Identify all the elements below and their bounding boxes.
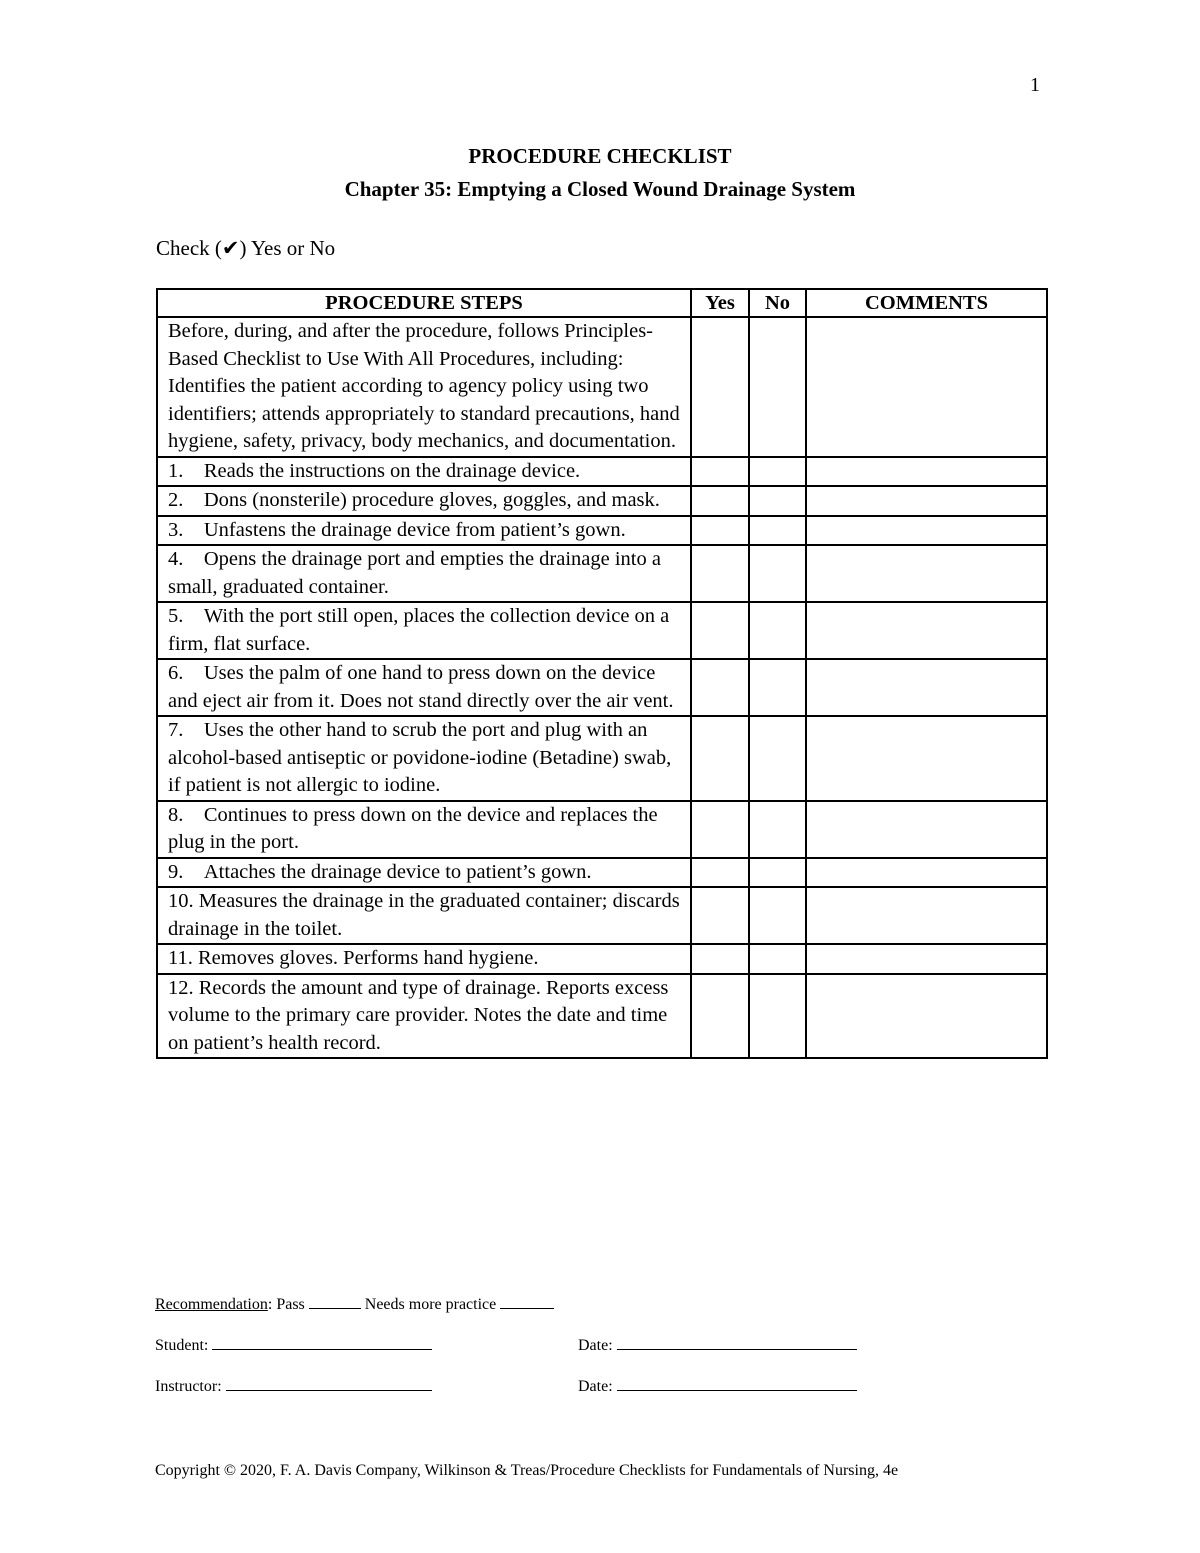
table-row [157,887,1047,944]
needs-practice-blank[interactable] [500,1308,554,1309]
student-date-line [578,1337,857,1355]
comments-cell[interactable] [806,602,1047,659]
comments-cell[interactable] [806,858,1047,888]
step-text: 1. Reads the instructions on the drainage device. [157,457,691,487]
no-checkbox[interactable] [749,801,806,858]
student-label: Student: [155,1337,209,1354]
step-text: 7. Uses the other hand to scrub the port and plug with an alcohol-based antiseptic or povidone-iodine (Betadine) swab, if patient is not allergic to iodine. [157,716,691,801]
no-checkbox[interactable] [749,516,806,546]
pass-label: Pass [276,1296,305,1313]
yes-checkbox[interactable] [691,887,749,944]
student-blank[interactable] [212,1349,432,1350]
no-checkbox[interactable] [749,716,806,801]
needs-practice-label: Needs more practice [364,1296,497,1313]
instructor-date-line [578,1378,857,1396]
student-signature-line [155,1337,432,1355]
yes-checkbox[interactable] [691,516,749,546]
comments-cell[interactable] [806,716,1047,801]
step-text: 5. With the port still open, places the collection device on a firm, flat surface. [157,602,691,659]
step-text: 8. Continues to press down on the device and replaces the plug in the port. [157,801,691,858]
header-procedure-steps: PROCEDURE STEPS [157,289,691,317]
table-row [157,602,1047,659]
step-text: 12. Records the amount and type of drainage. Reports excess volume to the primary care provider. Notes the date and time on patient’s health record. [157,974,691,1059]
step-text: 3. Unfastens the drainage device from patient’s gown. [157,516,691,546]
pass-blank[interactable] [309,1308,361,1309]
instructor-label: Instructor: [155,1378,222,1395]
table-row [157,974,1047,1059]
step-text: 10. Measures the drainage in the graduated container; discards drainage in the toilet. [157,887,691,944]
date-label: Date: [578,1337,613,1354]
header-yes: Yes [691,289,749,317]
yes-checkbox[interactable] [691,545,749,602]
header-comments: COMMENTS [806,289,1047,317]
step-text: 6. Uses the palm of one hand to press down on the device and eject air from it. Does not stand directly over the air vent. [157,659,691,716]
comments-cell[interactable] [806,486,1047,516]
table-row [157,486,1047,516]
recommendation-label: Recommendation [155,1296,268,1313]
comments-cell[interactable] [806,944,1047,974]
yes-checkbox[interactable] [691,457,749,487]
page-subtitle: Chapter 35: Emptying a Closed Wound Drainage System [344,177,856,201]
yes-checkbox[interactable] [691,486,749,516]
no-checkbox[interactable] [749,887,806,944]
header-no: No [749,289,806,317]
yes-checkbox[interactable] [691,944,749,974]
date-label: Date: [578,1378,613,1395]
table-header-row [157,289,1047,317]
no-checkbox[interactable] [749,944,806,974]
copyright-footer: Copyright © 2020, F. A. Davis Company, Wilkinson & Treas/Procedure Checklists for Fundamentals of Nursing, 4e [155,1462,899,1479]
comments-cell[interactable] [806,457,1047,487]
no-checkbox[interactable] [749,545,806,602]
comments-cell[interactable] [806,516,1047,546]
comments-cell[interactable] [806,545,1047,602]
page-number: 1 [1030,74,1040,96]
student-date-blank[interactable] [617,1349,857,1350]
page-title: PROCEDURE CHECKLIST [468,144,732,168]
instructor-signature-line [155,1378,432,1396]
instructor-date-blank[interactable] [617,1390,857,1391]
no-checkbox[interactable] [749,317,806,457]
comments-cell[interactable] [806,317,1047,457]
table-row [157,545,1047,602]
yes-checkbox[interactable] [691,858,749,888]
yes-checkbox[interactable] [691,602,749,659]
comments-cell[interactable] [806,659,1047,716]
comments-cell[interactable] [806,801,1047,858]
comments-cell[interactable] [806,974,1047,1059]
table-row [157,516,1047,546]
step-text: 11. Removes gloves. Performs hand hygiene. [157,944,691,974]
table-row [157,944,1047,974]
no-checkbox[interactable] [749,659,806,716]
no-checkbox[interactable] [749,486,806,516]
table-row [157,457,1047,487]
recommendation-line: Recommendation: Pass Needs more practice [155,1296,554,1314]
step-text: 4. Opens the drainage port and empties the drainage into a small, graduated container. [157,545,691,602]
no-checkbox[interactable] [749,457,806,487]
comments-cell[interactable] [806,887,1047,944]
yes-checkbox[interactable] [691,659,749,716]
yes-checkbox[interactable] [691,317,749,457]
yes-checkbox[interactable] [691,716,749,801]
table-row [157,716,1047,801]
yes-checkbox[interactable] [691,801,749,858]
step-text: 2. Dons (nonsterile) procedure gloves, goggles, and mask. [157,486,691,516]
table-row [157,659,1047,716]
no-checkbox[interactable] [749,602,806,659]
table-row [157,858,1047,888]
step-text: 9. Attaches the drainage device to patient’s gown. [157,858,691,888]
check-instruction: Check (✔) Yes or No [156,236,336,260]
instructor-blank[interactable] [226,1390,432,1391]
yes-checkbox[interactable] [691,974,749,1059]
no-checkbox[interactable] [749,974,806,1059]
no-checkbox[interactable] [749,858,806,888]
table-row [157,801,1047,858]
table-row [157,317,1047,457]
step-text: Before, during, and after the procedure, follows Principles-Based Checklist to Use With All Procedures, including: Identifies the patient according to agency policy using two identifiers; attends appropriately to standard precautions, hand hygiene, safety, privacy, body mechanics, and documentation. [157,317,691,457]
procedure-checklist-table [156,288,1048,1059]
